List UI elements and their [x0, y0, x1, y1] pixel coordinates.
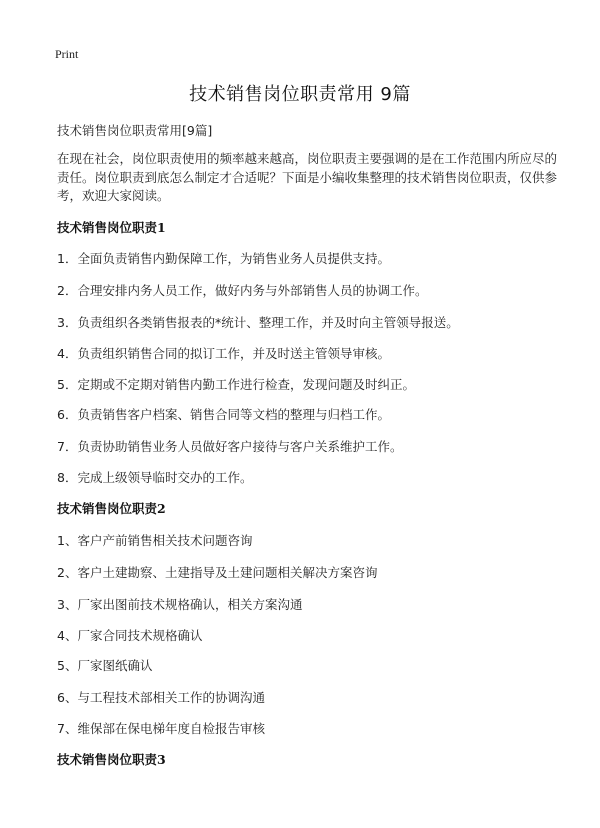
list-item: 5、厂家图纸确认	[57, 658, 153, 673]
document-title: 技术销售岗位职责常用 9篇	[189, 84, 411, 105]
document-subtitle: 技术销售岗位职责常用[9篇]	[57, 123, 213, 138]
list-item: 1．全面负责销售内勤保障工作，为销售业务人员提供支持。	[57, 251, 390, 266]
list-item: 7、维保部在保电梯年度自检报告审核	[57, 721, 265, 736]
list-item: 6、与工程技术部相关工作的协调沟通	[57, 690, 265, 705]
list-item: 2、客户土建勘察、土建指导及土建问题相关解决方案咨询	[57, 565, 378, 580]
list-item: 6．负责销售客户档案、销售合同等文档的整理与归档工作。	[57, 407, 390, 422]
list-item: 3．负责组织各类销售报表的*统计、整理工作，并及时向主管领导报送。	[57, 315, 459, 330]
section-heading: 技术销售岗位职责2	[57, 501, 166, 516]
print-label[interactable]: Print	[55, 47, 79, 61]
list-item: 2．合理安排内务人员工作，做好内务与外部销售人员的协调工作。	[57, 283, 428, 298]
intro-paragraph: 在现在社会，岗位职责使用的频率越来越高，岗位职责主要强调的是在工作范围内所应尽的责任。岗位职责到底怎么制定才合适呢？下面是小编收集整理的技术销售岗位职责，仅供参考，欢迎大家阅读。	[57, 151, 558, 203]
list-item: 4、厂家合同技术规格确认	[57, 628, 203, 643]
list-item: 4．负责组织销售合同的拟订工作，并及时送主管领导审核。	[57, 346, 390, 361]
section-heading: 技术销售岗位职责1	[57, 220, 166, 235]
list-item: 5．定期或不定期对销售内勤工作进行检查，发现问题及时纠正。	[57, 377, 415, 392]
list-item: 1、客户产前销售相关技术问题咨询	[57, 533, 253, 548]
list-item: 3、厂家出图前技术规格确认，相关方案沟通	[57, 597, 303, 612]
list-item: 8．完成上级领导临时交办的工作。	[57, 470, 253, 485]
list-item: 7．负责协助销售业务人员做好客户接待与客户关系维护工作。	[57, 439, 403, 454]
section-heading: 技术销售岗位职责3	[57, 752, 166, 767]
